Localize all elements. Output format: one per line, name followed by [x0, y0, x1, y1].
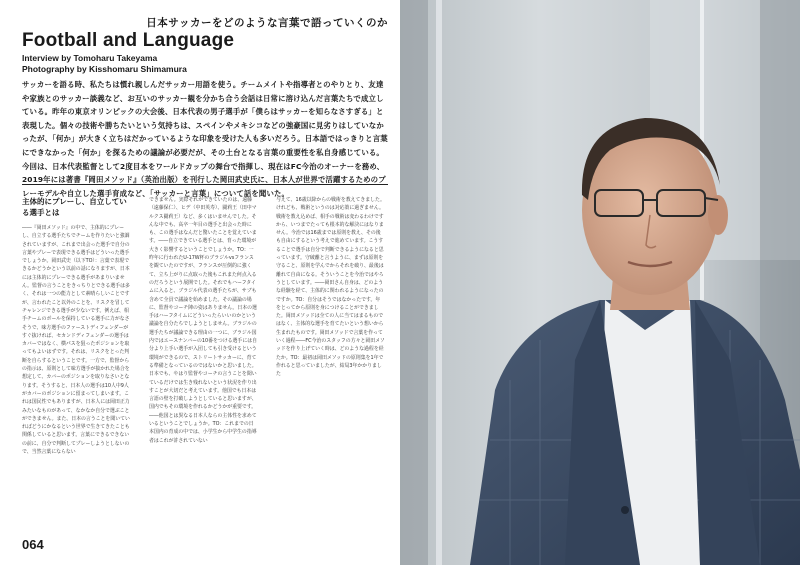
body-column-3 [276, 196, 385, 382]
article-title: Football and Language [22, 30, 235, 51]
photo-credit: Photography by Kisshomaru Shimamura [22, 64, 187, 74]
lead-paragraph: サッカーを語る時、私たちは慣れ親しんだサッカー用語を使う。チームメイトや指導者とのやりとり、友達や家族とのサッカー談義など、お互いのサッカー観を分かち合う会話は日常に溶け込んだ言葉たちで成立している。昨年の東京オリンピックの大会後、日本代表の男子選手が「僕らはサッカーを知らなさすぎる」と表現した。個々の技術や勝ちたいという気持ちは、スペインやメキシコなどの強豪国に見劣りはしていなかったが、「何か」が大きく立ちはだかっているような印象を受けた人も多いだろう。日本語ではっきりと言葉にできなかった「何か」を探るための議論が必要だが、その土台となる言葉の重要性を私自身感じている。今回は、日本代表監督として2度目本をワールドカップの舞台で指揮し、現在はFC今治のオーナーを務め、2019年には著書『岡田メソッド』（英治出版）を刊行した岡田武史氏に、日本人が世界で活躍するためのプレーモデルや自立した選手育成など、「サッカーと言葉」について話を聞いた。 [22, 80, 388, 198]
interview-credit: Interview by Tomoharu Takeyama [22, 53, 158, 63]
portrait-photo [400, 0, 800, 565]
section-heading: 主体的にプレーし、自立している選手とは [22, 197, 127, 217]
article-credits [22, 53, 187, 75]
body-column-2 [149, 196, 258, 448]
column-text: できません。実際それができていたのは、遠藤（遠藤保仁）、ヒデ（中田英寿）、闘莉王（田中マルクス闘莉王）など、多くはいませんでした。そんな中でも、高卒一年目の選手と出会った時にも、この選手はなんだと驚いたことを覚えています。――自立できている選手とは、育った環境が大きく影響するということでしょうか。TO：一昨年に行われたU-17W杯のブラジルvsフランスを観ていたのですが、フランスが圧倒的に強くて、立ち上がりに点取った後もこれまた何点入るのだろうという展開でした。それでもハーフタイムに入ると、ブラジル代表の選手たちが、サブも含めて全員で議論を始めました。その議論の場に、監督やコーチ陣の姿はありません。日本の選手はハーフタイムにどういったらいいのかという議論を自分たちでしようとしません。ブラジルの選手たちが議論できる理由の一つに、ブラジル国内ではエースナンバーの10番をつける選手には自分より上手い選手が入団しても引き受けるという環境ができるので、ストリートサッカーに、育てる準備となっているのではないかと思いました。日本でも、やはり監督やコーチの言うことを聞いているだけでは生き残れないという状況を作り出すことが大切だと考えています。他国でも日本は言語の壁を打破しようとしていると思いますが、国内でもその環境を作れるかどうかが重要です。――他国とは異なる日本人ならの主体性を求めているということでしょうか。TO：これまでの日本国内の育成の中では、小学生から中学生の指導者はこれが許されていない [149, 197, 257, 444]
column-text: ――『岡田メソッド』の中で、主体的にプレーし、自立する選手たちでチームを作りたいと強調されていますが、これまで出会った選手で自分の言葉やプレーで表現できる選手はどういった選手でしょうか。岡田武史（以下TO）：言葉で表現できるかどうかという以前の話になりますが、日本には主体的にプレーできる選手があまりいません。監督の言うことをきっちりとできる選手は多く、それは一つの能力として素晴らしいことですが、言われたこと以外のことを、リスクを冒してチャレンジできる選手が少ないです。例えば、相手チームのボールを保持している選手に力がなさそうで、味方選手のファーストディフェンダーがすぐ抜ければ、セカンドディフェンダーの選手はカバーではなく、横パスを狙ったポジションを取ってもよいはずです。それは、リスクをとった判断を自らするということです。一方で、監督からの指示は、原則として味方選手が抜かれた場合を想定して、カバーのポジションを取りなさいとなります。そうすると、日本人の選手は10人中9人がカバーのポジションに留まってしまいます。これは国民性でもありますが、日本人には岡田正力みたいなものがあって、なかなか自分で選ぶことができません。また、日本の言うことを聞いていればどうにかなるという世界で生きてきたことも関係していると思います。言葉にできるできないの前に、自分で判断してプレーしようとしないので、当然言葉にならない [22, 225, 130, 456]
portrait-illustration [400, 0, 800, 565]
section-divider [22, 184, 388, 185]
body-column-1 [22, 196, 131, 459]
article-kicker: 日本サッカーをどのような言葉で語っていくのか [146, 17, 388, 29]
column-text: 与えて、16歳以降からの戦術を教えてきました。けれども、戦術というのは対応策に過ぎません。戦術を教え込めば、相手の戦術は変わるわけですから、いつまでたっても根本的な解決にはなりません。今治では16歳までは原則を教え、その後も自由にするという考えで進めています。こうすることで選手は自分で判断できるようになると思っています。守破離と言うように、まずは原則を守ること、原則を学んでからそれを破り、最後は離れて自由になる。そういうことを今治ではやろうとしています。――岡田さん自身は、どのような経験を経て、主体的に関われるようになったのですか。TO：自分はそうではなかったです。年をとってから原則を身につけることができました。岡田メソッドは全ての人に当てはまるものではなく、主体的な選手を育てたいという想いから生まれたものです。岡田メソッドで言葉を作っていく過程――FC今治のスタッフの方々と岡田メソッドを作り上げていく時は、どのような過程を経たか。TO：最初は岡田メソッドの原則集を1年で作れると思っていましたが、結局3年かかりました [276, 197, 385, 378]
page-number: 064 [22, 537, 44, 552]
